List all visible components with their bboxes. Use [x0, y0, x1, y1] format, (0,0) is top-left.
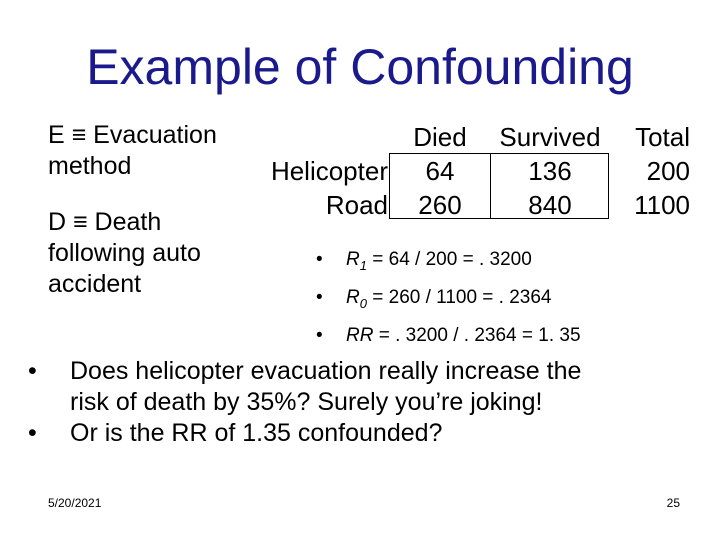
- definition-exposure-line2: method: [48, 152, 132, 180]
- calc-r0-sub: 0: [359, 295, 367, 311]
- cell-road-survived: 840: [528, 190, 572, 220]
- bullet-dot: •: [316, 324, 323, 346]
- calc-r0-expr: = 260 / 1100 = . 2364: [366, 286, 552, 308]
- calc-rr-var: RR: [346, 324, 374, 346]
- header-total: Total: [635, 122, 690, 152]
- bullet-item: [28, 418, 688, 449]
- bullet-2-line1: Or is the RR of 1.35 confounded?: [70, 419, 443, 447]
- row-label-helicopter: Helicopter: [270, 156, 388, 186]
- bullet-1-line2: risk of death by 35%? Surely you’re joking!: [70, 388, 543, 416]
- cell-helicopter-survived: 136: [528, 156, 572, 186]
- table-box: [389, 153, 609, 219]
- calc-r0-var: R: [346, 286, 360, 308]
- bullet-dot: •: [316, 249, 323, 270]
- definition-exposure: [48, 120, 217, 182]
- cell-helicopter-total: 200: [646, 156, 690, 186]
- header-died: Died: [413, 122, 467, 152]
- calculations: [316, 244, 581, 352]
- definition-disease: [48, 207, 217, 300]
- header-survived: Survived: [499, 122, 601, 152]
- bullet-dot: •: [316, 286, 323, 308]
- definition-disease-line2: following auto: [48, 239, 201, 267]
- cell-road-total: 1100: [634, 190, 690, 220]
- page-number: 25: [666, 496, 680, 510]
- table-divider: [608, 154, 609, 218]
- cell-road-died: 260: [418, 190, 462, 220]
- definition-disease-line3: accident: [48, 270, 142, 298]
- calc-r1: [316, 244, 581, 282]
- calc-r0: [316, 282, 581, 320]
- footer-date: 5/20/2021: [48, 496, 102, 510]
- calc-rr-expr: = . 3200 / . 2364 = 1. 35: [373, 324, 581, 346]
- bullet-dot: •: [28, 419, 37, 447]
- calc-r1-var: R: [346, 249, 360, 270]
- definition-disease-line1: D ≡ Death: [48, 208, 162, 236]
- cell-helicopter-died: 64: [425, 156, 455, 186]
- bullet-dot: •: [28, 357, 37, 385]
- slide-title: Example of Confounding: [86, 39, 634, 95]
- bullet-1-line1: Does helicopter evacuation really increase the: [70, 357, 582, 385]
- calc-r1-expr: = 64 / 200 = . 3200: [366, 249, 532, 270]
- table-divider: [490, 154, 491, 218]
- calc-r1-sub: 1: [359, 257, 367, 273]
- definition-exposure-line1: E ≡ Evacuation: [48, 121, 217, 149]
- main-bullets: [28, 356, 688, 449]
- calc-rr: [316, 320, 581, 352]
- bullet-item: [28, 356, 688, 418]
- row-label-road: Road: [325, 190, 388, 220]
- definitions: [48, 120, 217, 300]
